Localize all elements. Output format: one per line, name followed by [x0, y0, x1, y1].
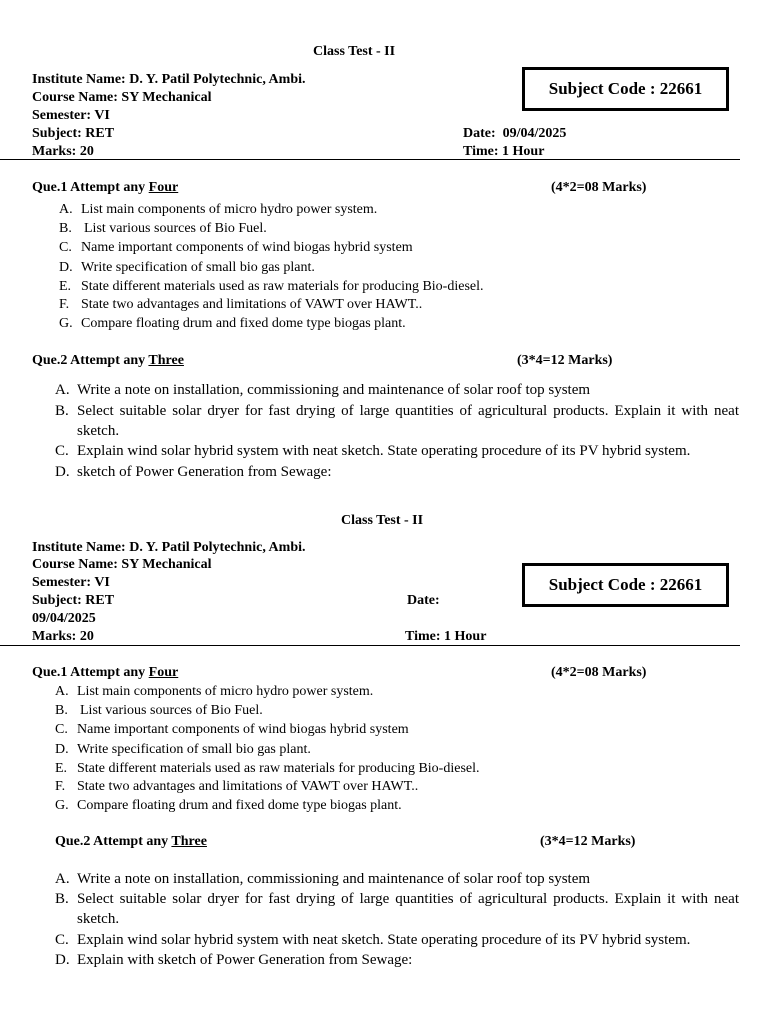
- q2-item-d: [55, 950, 739, 970]
- semester: Semester: VI: [32, 575, 110, 590]
- page-title: Class Test - II: [341, 513, 424, 528]
- q2-item-label: D.: [55, 464, 70, 480]
- q1-item-f: [55, 777, 418, 796]
- q1-item-e: [59, 277, 484, 296]
- q2-heading-prefix: Que.2 Attempt any: [32, 353, 149, 368]
- q2-item-text: sketch of Power Generation from Sewage:: [77, 464, 332, 480]
- header-divider: [0, 159, 740, 160]
- q1-item-label: G.: [55, 798, 69, 813]
- q2-item-label: C.: [55, 932, 69, 948]
- q1-item-label: E.: [55, 761, 68, 776]
- time: Time: 1 Hour: [463, 144, 545, 159]
- q2-heading: [32, 352, 184, 369]
- q1-item-e: [55, 759, 480, 778]
- q1-item-label: F.: [59, 297, 70, 312]
- q1-item-label: A.: [55, 684, 69, 699]
- q2-item-label: B.: [55, 403, 69, 419]
- q1-item-label: D.: [55, 742, 69, 757]
- subject-code: Subject Code : 22661: [548, 79, 703, 98]
- q1-item-b: [59, 219, 267, 238]
- q2-item-text: Explain wind solar hybrid system with neat sketch. State operating procedure of its PV hybrid system.: [77, 932, 691, 948]
- q1-item-f: [59, 295, 422, 314]
- q1-item-label: C.: [59, 240, 72, 255]
- q2-heading-word: Three: [171, 834, 207, 849]
- date-label: Date:: [463, 126, 496, 141]
- q1-item-text: Compare floating drum and fixed dome type biogas plant.: [81, 316, 406, 331]
- q1-item-label: B.: [55, 703, 68, 718]
- q2-item-b: [55, 401, 739, 441]
- q1-item-label: D.: [59, 260, 73, 275]
- q1-item-g: [59, 314, 406, 333]
- institute-name: Institute Name: D. Y. Patil Polytechnic, Ambi.: [32, 540, 306, 555]
- q1-item-d: [55, 740, 311, 759]
- q1-item-label: F.: [55, 779, 66, 794]
- q2-item-label: B.: [55, 891, 69, 907]
- q1-item-a: [59, 200, 377, 219]
- q2-item-text: Explain wind solar hybrid system with neat sketch. State operating procedure of its PV hybrid system.: [77, 443, 691, 459]
- q2-heading: [55, 833, 207, 850]
- header-divider: [0, 645, 740, 646]
- q1-marks: (4*2=08 Marks): [551, 665, 647, 680]
- marks: Marks: 20: [32, 629, 94, 644]
- q1-item-text: List main components of micro hydro power system.: [77, 684, 374, 699]
- date-value: 09/04/2025: [32, 611, 96, 626]
- q1-item-text: State two advantages and limitations of VAWT over HAWT..: [77, 779, 419, 794]
- q1-item-text: Write specification of small bio gas plant.: [81, 260, 315, 275]
- course-name: Course Name: SY Mechanical: [32, 557, 212, 572]
- q2-item-a: [55, 869, 739, 889]
- time: Time: 1 Hour: [405, 629, 487, 644]
- q1-heading-prefix: Que.1 Attempt any: [32, 180, 149, 195]
- q2-item-label: C.: [55, 443, 69, 459]
- q1-item-d: [59, 258, 315, 277]
- q2-marks: (3*4=12 Marks): [540, 834, 636, 849]
- q2-item-label: A.: [55, 871, 70, 887]
- q2-item-text: Select suitable solar dryer for fast drying of large quantities of agricultural products. Explain it with neat sketch.: [77, 403, 739, 439]
- q1-heading: [32, 664, 178, 681]
- date-label: Date:: [407, 593, 440, 608]
- q1-item-text: State different materials used as raw materials for producing Bio-diesel.: [81, 279, 484, 294]
- q1-item-text: Name important components of wind biogas hybrid system: [81, 240, 413, 255]
- q1-item-label: G.: [59, 316, 73, 331]
- q1-item-g: [55, 796, 402, 815]
- subject: Subject: RET: [32, 126, 115, 141]
- page-title: Class Test - II: [313, 44, 396, 59]
- subject: Subject: RET: [32, 593, 115, 608]
- q2-marks: (3*4=12 Marks): [517, 353, 613, 368]
- q1-item-text: Write specification of small bio gas plant.: [77, 742, 311, 757]
- q2-item-d: [55, 462, 739, 482]
- q1-item-c: [59, 238, 413, 257]
- q1-marks: (4*2=08 Marks): [551, 180, 647, 195]
- date: [463, 125, 566, 142]
- q1-item-label: E.: [59, 279, 72, 294]
- q2-heading-prefix: Que.2 Attempt any: [55, 834, 172, 849]
- q2-item-label: D.: [55, 952, 70, 968]
- institute-name: Institute Name: D. Y. Patil Polytechnic, Ambi.: [32, 72, 306, 87]
- q2-heading-word: Three: [148, 353, 184, 368]
- q2-item-b: [55, 889, 739, 929]
- q2-item-text: Write a note on installation, commissioning and maintenance of solar roof top system: [77, 382, 591, 398]
- subject-code-box: [522, 67, 729, 111]
- q2-item-c: [55, 930, 739, 950]
- q1-item-c: [55, 720, 409, 739]
- q1-item-label: A.: [59, 202, 73, 217]
- marks: Marks: 20: [32, 144, 94, 159]
- q1-item-b: [55, 701, 263, 720]
- q1-item-a: [55, 682, 373, 701]
- q1-item-label: C.: [55, 722, 68, 737]
- q1-heading-prefix: Que.1 Attempt any: [32, 665, 149, 680]
- q2-item-c: [55, 441, 739, 461]
- q1-item-text: Compare floating drum and fixed dome type biogas plant.: [77, 798, 402, 813]
- q2-item-text: Select suitable solar dryer for fast drying of large quantities of agricultural products. Explain it with neat sketch.: [77, 891, 739, 927]
- q1-item-text: List main components of micro hydro power system.: [81, 202, 378, 217]
- q1-item-text: List various sources of Bio Fuel.: [84, 221, 267, 236]
- q1-item-text: State two advantages and limitations of VAWT over HAWT..: [81, 297, 423, 312]
- subject-code-box: [522, 563, 729, 607]
- semester: Semester: VI: [32, 108, 110, 123]
- course-name: Course Name: SY Mechanical: [32, 90, 212, 105]
- date-value: 09/04/2025: [502, 126, 567, 141]
- q2-item-text: Explain with sketch of Power Generation from Sewage:: [77, 952, 413, 968]
- subject-code: Subject Code : 22661: [548, 575, 703, 594]
- q2-item-text: Write a note on installation, commissioning and maintenance of solar roof top system: [77, 871, 591, 887]
- q1-heading: [32, 179, 178, 196]
- q1-heading-word: Four: [148, 665, 179, 680]
- q1-item-text: State different materials used as raw materials for producing Bio-diesel.: [77, 761, 480, 776]
- q1-item-label: B.: [59, 221, 72, 236]
- q2-item-a: [55, 380, 739, 400]
- q1-item-text: Name important components of wind biogas hybrid system: [77, 722, 409, 737]
- q1-heading-word: Four: [148, 180, 179, 195]
- q1-item-text: List various sources of Bio Fuel.: [80, 703, 263, 718]
- q2-item-label: A.: [55, 382, 70, 398]
